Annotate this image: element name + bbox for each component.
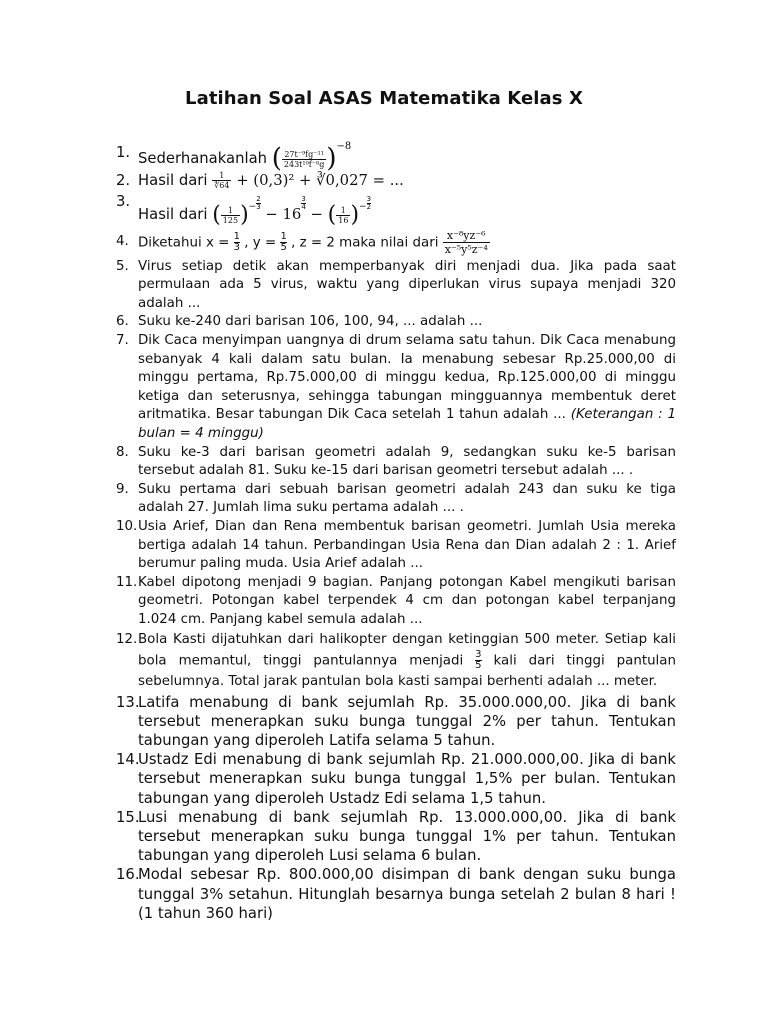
fraction-denominator: 5	[475, 660, 482, 672]
question-2	[116, 171, 676, 193]
fraction-numerator: x⁻⁸yz⁻⁶	[443, 229, 490, 243]
question-text: Latifa menabung di bank sejumlah Rp. 35.000.000,00. Jika di bank tersebut menerapkan suku bunga tunggal 2% per tahun. Tentukan tabungan yang diperoleh Latifa selama 5 tahun.	[138, 693, 676, 749]
question-10	[116, 518, 676, 574]
question-number: 15.	[116, 808, 140, 826]
question-3-fraction-c	[336, 206, 350, 225]
minus-sign: −	[248, 202, 257, 213]
fraction-numerator: 27t⁻⁹fg⁻¹¹	[282, 150, 326, 160]
question-number: 7.	[116, 333, 129, 349]
question-7	[116, 332, 676, 444]
question-text: Suku ke-240 dari barisan 106, 100, 94, ... adalah ...	[138, 314, 483, 330]
question-14	[116, 750, 676, 808]
question-12-text-a: Bola Kasti dijatuhkan dari halikopter dengan ketinggian 500 meter. Setiap kali bola memantul, tinggi pantulannya menjadi	[138, 631, 676, 669]
question-text: Virus setiap detik akan memperbanyak diri menjadi dua. Jika pada saat permulaan ada 5 virus, waktu yang diperlukan virus supaya menjadi 320 adalah ...	[138, 258, 676, 311]
question-12	[116, 630, 676, 693]
exponent-denominator: 3	[256, 203, 261, 212]
question-number: 14.	[116, 751, 140, 769]
question-4-x-fraction	[234, 232, 240, 253]
question-3-middle: − 16	[265, 206, 302, 224]
question-3-prefix: Hasil dari	[138, 206, 208, 224]
paren-close: )	[240, 202, 249, 228]
exponent-numerator: 3	[366, 195, 372, 204]
exponent-numerator: 2	[256, 195, 261, 204]
fraction-numerator: 1	[233, 230, 240, 242]
question-1-prefix: Sederhanakanlah	[138, 150, 268, 167]
question-text: Dik Caca menyimpan uangnya di drum selama satu tahun. Dik Caca menabung sebanyak 4 kali dalam satu bulan. Ia menabung sebesar Rp.25.000,00 di minggu pertama, Rp.75.000,00 di minggu kedua, Rp.125.000,00 di minggu ketiga dan seterusnya, sehingga tabungan mingguannya membentuk deret aritmatika. Besar tabungan Dik Caca setelah 1 tahun adalah ...	[138, 333, 676, 423]
minus-sign: −	[359, 202, 367, 213]
question-3-exponent-b	[301, 196, 305, 211]
question-number: 12.	[116, 631, 138, 647]
paren-open: (	[271, 143, 282, 174]
question-11	[116, 574, 676, 630]
question-4	[116, 227, 676, 258]
question-number: 1.	[116, 144, 131, 161]
fraction-numerator: 1	[280, 230, 287, 242]
fraction-denominator: 243t¹⁰f⁻⁸g	[283, 159, 325, 169]
fraction-numerator: 1	[336, 206, 350, 216]
page-title: Latihan Soal ASAS Matematika Kelas X	[185, 88, 583, 109]
fraction-numerator: 3	[475, 649, 482, 661]
question-3-fraction-a	[221, 206, 240, 225]
question-text: Usia Arief, Dian dan Rena membentuk barisan geometri. Jumlah Usia mereka bertiga adalah 14 tahun. Perbandingan Usia Rena dan Dian adalah 2 : 1. Arief berumur paling muda. Usia Arief adalah ...	[138, 519, 676, 572]
fraction-numerator: 1	[221, 206, 240, 216]
question-number: 2.	[116, 171, 131, 189]
question-number: 6.	[116, 314, 129, 330]
exponent-numerator: 3	[301, 195, 306, 204]
question-number: 3.	[116, 193, 131, 211]
question-number: 13.	[116, 693, 140, 711]
fraction-denominator: ∜64	[214, 181, 230, 191]
question-text: Modal sebesar Rp. 800.000,00 disimpan di bank dengan suku bunga tunggal 3% setahun. Hitunglah besarnya bunga setelah 2 bulan 8 hari ! (1 tahun 360 hari)	[138, 866, 676, 922]
question-list	[116, 143, 676, 923]
fraction-denominator: x⁻⁵y⁵z⁻⁴	[444, 242, 488, 256]
question-4-zpart: , z = 2 maka nilai dari	[291, 235, 439, 251]
exponent-denominator: 4	[301, 203, 306, 212]
question-text: Suku pertama dari sebuah barisan geometri adalah 243 dan suku ke tiga adalah 27. Jumlah lima suku pertama adalah ... .	[138, 481, 676, 516]
question-3-exponent-a	[256, 196, 260, 211]
question-12-fraction	[475, 650, 481, 671]
question-number: 5.	[116, 258, 129, 274]
question-2-rest: + (0,3)² + ∛0,027 = ...	[236, 171, 404, 189]
question-8	[116, 444, 676, 481]
question-text: Lusi menabung di bank sejumlah Rp. 13.000.000,00. Jika di bank tersebut menerapkan suku bunga tunggal 1% per tahun. Tentukan tabungan yang diperoleh Lusi selama 6 bulan.	[138, 808, 676, 865]
question-7-note: (Keterangan : 1 bulan = 4 minggu)	[138, 407, 676, 442]
question-3	[116, 192, 676, 227]
question-12-text-b: kali dari tinggi pantulan sebelumnya. Total jarak pantulan bola kasti sampai berhenti adalah ... meter.	[138, 653, 676, 690]
question-4-prefix: Diketahui x =	[138, 235, 230, 251]
question-4-ypart: , y =	[244, 235, 277, 251]
question-number: 16.	[116, 866, 140, 884]
paren-open: (	[327, 202, 337, 228]
paren-close: )	[350, 202, 360, 228]
question-number: 9.	[116, 481, 129, 497]
question-2-prefix: Hasil dari	[138, 171, 208, 189]
exponent-denominator: 2	[366, 203, 372, 212]
fraction-denominator: 125	[222, 215, 239, 225]
question-3-exponent-c	[367, 196, 371, 211]
question-text: Ustadz Edi menabung di bank sejumlah Rp. 21.000.000,00. Jika di bank tersebut menerapkan suku bunga tunggal 1,5% per bulan. Tentukan tabungan yang diperoleh Ustadz Edi selama 1,5 tahun.	[138, 751, 676, 807]
question-15	[116, 808, 676, 866]
question-5	[116, 258, 676, 314]
question-4-y-fraction	[280, 232, 286, 253]
question-2-fraction	[212, 171, 231, 190]
question-number: 11.	[116, 574, 138, 590]
question-13	[116, 693, 676, 751]
paren-open: (	[212, 202, 221, 228]
question-4-expression	[443, 229, 490, 256]
fraction-denominator: 3	[233, 241, 240, 253]
fraction-denominator: 16	[338, 215, 349, 225]
paren-close: )	[326, 143, 337, 174]
question-text: Suku ke-3 dari barisan geometri adalah 9, sedangkan suku ke-5 barisan tersebut adalah 81. Suku ke-15 dari barisan geometri tersebut adalah ... .	[138, 444, 676, 479]
question-number: 4.	[116, 233, 129, 249]
question-text: Kabel dipotong menjadi 9 bagian. Panjang potongan Kabel mengikuti barisan geometri. Potongan kabel terpendek 4 cm dan potongan kabel terpanjang 1.024 cm. Panjang kabel semula adalah ...	[138, 574, 676, 627]
question-9	[116, 481, 676, 518]
question-6	[116, 313, 676, 332]
fraction-denominator: 5	[280, 241, 287, 253]
question-1-power: −8	[336, 141, 352, 152]
question-1	[116, 141, 676, 174]
question-number: 8.	[116, 444, 129, 460]
question-3-minus: −	[310, 206, 323, 224]
question-16	[116, 865, 676, 923]
question-1-fraction	[282, 150, 326, 169]
question-number: 10.	[116, 519, 138, 534]
fraction-numerator: 1	[212, 171, 231, 181]
